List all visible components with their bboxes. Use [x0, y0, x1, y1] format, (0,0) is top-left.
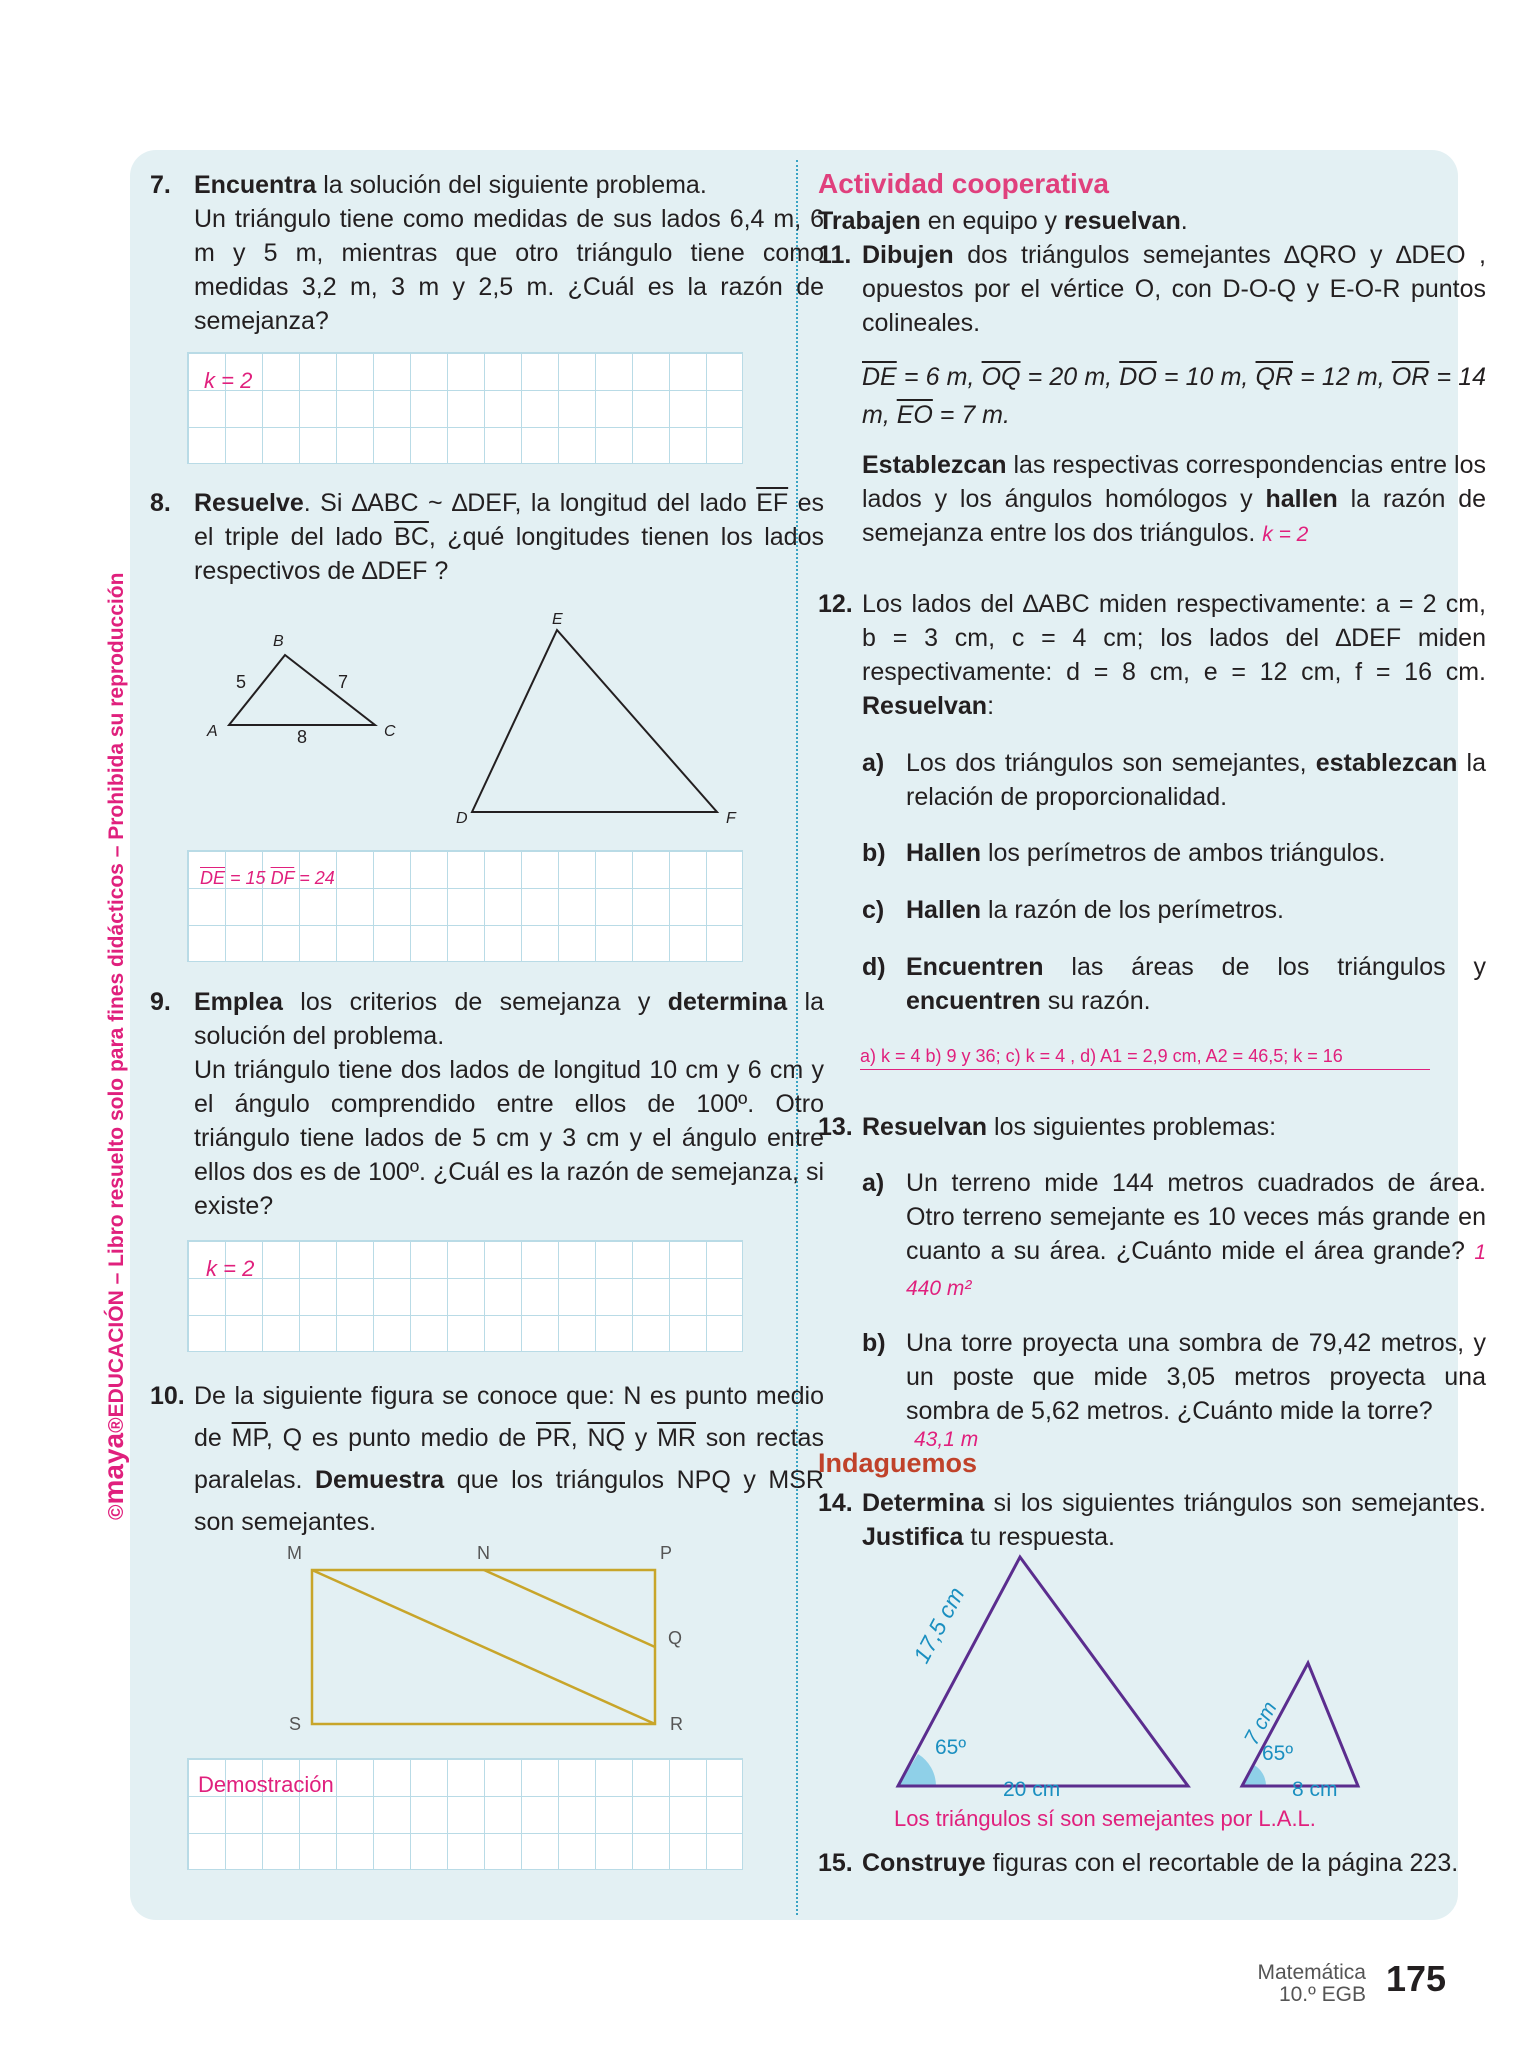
question-12: 12. Los lados del ∆ABC miden respectivamente: a = 2 cm, b = 3 cm, c = 4 cm; los lados del ∆DEF miden respectivamente: d = 8 cm, e = 12 cm, f = 16 cm. Resuelvan: — [818, 590, 1486, 720]
label-m: M — [287, 1543, 302, 1563]
investigate-heading: Indaguemos — [818, 1448, 978, 1478]
label-base-8: 8 cm — [1292, 1778, 1338, 1801]
figure-triangles-abc-def — [200, 605, 760, 835]
label-p: P — [660, 1543, 673, 1563]
question-10: 10. De la siguiente figura se conoce que: N es punto medio de $\overline{MP}$, Q es punto medio de $\overline{PR}$, $\overline{NQ}$ y $\overline{MR}$ son rectas paralelas. Demuestra que los triángulos NPQ y MSR son semejantes. — [150, 1382, 824, 1536]
label-f: F — [726, 810, 736, 827]
label-ac: 8 — [297, 727, 308, 747]
brand-logo: maya — [98, 1432, 129, 1505]
question-7: 7. Encuentra la solución del siguiente problema. Un triángulo tiene como medidas de sus lados 6,4 m, 6 m y 5 m, mientras que otro triángulo tiene como medidas 3,2 m, 3 m y 2,5 m. ¿Cuál es la razón de semejanza? — [150, 171, 824, 335]
question-11: 11. Dibujen dos triángulos semejantes ∆QRO y ∆DEO , opuestos por el vértice O, con D-O-Q y E-O-R puntos colineales. $\overline{DE} = 6$ m, $\overline{OQ} = 20$ m, $\overline{DO} = 10$ m, $\overline{QR} = 12$ m, $\overline{OR} = 14$ m, $\overline{EO} = 7$ m. Establezcan las respectivas correspondencias entre los lados y los ángulos homólogos y hallen la razón de semejanza entre los dos triángulos. k = 2 — [818, 241, 1487, 547]
answer-10: Demostración — [198, 1772, 334, 1797]
label-n: N — [477, 1543, 490, 1563]
figure-triangles-lal — [890, 1550, 1430, 1790]
cooperative-activity-heading: Actividad cooperativa — [818, 168, 1109, 199]
label-d: D — [456, 810, 468, 827]
question-13: 13. Resuelvan los siguientes problemas: — [818, 1113, 1277, 1141]
label-e: E — [552, 611, 563, 628]
answer-7: k = 2 — [204, 368, 253, 393]
q12-item-d: d) Encuentren las áreas de los triángulos y encuentren su razón. — [862, 953, 1486, 1015]
answer-12: a) k = 4 b) 9 y 36; c) k = 4 , d) A1 = 2,9 cm, A2 = 46,5; k = 16 — [860, 1046, 1430, 1070]
diagonal-mr — [312, 1570, 655, 1724]
cooperative-instructions: Trabajen en equipo y resuelvan. — [818, 207, 1188, 235]
answer-8: $\overline{DE} = 15$ $\overline{DF} = 24$ — [200, 868, 335, 888]
label-base-20: 20 cm — [1003, 1778, 1061, 1801]
label-ab: 5 — [236, 672, 247, 692]
answer-grid-8[interactable] — [187, 850, 743, 962]
triangle-abc — [229, 655, 375, 725]
figure-rectangle-mpsr — [300, 1560, 683, 1740]
label-a: A — [207, 723, 218, 740]
label-b: B — [273, 633, 284, 650]
label-angle-65-small: 65º — [1262, 1742, 1294, 1765]
page-number: 175 — [1386, 1958, 1447, 1999]
answer-14: Los triángulos sí son semejantes por L.A.L. — [894, 1806, 1316, 1831]
label-s: S — [289, 1714, 302, 1734]
q12-item-a: a) Los dos triángulos son semejantes, establezcan la relación de proporcionalidad. — [862, 749, 1487, 811]
angle-arc-small — [1242, 1765, 1266, 1786]
angle-arc-large — [898, 1754, 936, 1786]
footer-subject: Matemática 10.º EGB — [1257, 1961, 1366, 2006]
question-14: 14. Determina si los siguientes triángulos son semejantes. Justifica tu respuesta. — [818, 1489, 1486, 1551]
question-15: 15. Construye figuras con el recortable de la página 223. — [818, 1849, 1459, 1877]
question-9: 9. Emplea los criterios de semejanza y determina la solución del problema. Un triángulo tiene dos lados de longitud 10 cm y 6 cm y el ángulo comprendido entre ellos de 100º. Otro triángulo tiene lados de 5 cm y 3 cm y el ángulo entre ellos dos es de 100º. ¿Cuál es la razón de semejanza, si existe? — [150, 988, 824, 1220]
q13-item-b: b) Una torre proyecta una sombra de 79,42 metros, y un poste que mide 3,05 metros proyecta una sombra de 5,62 metros. ¿Cuánto mide la torre? — [862, 1329, 1486, 1425]
label-r: R — [670, 1714, 683, 1734]
question-8: 8. Resuelve. Si ∆ABC ~ ∆DEF, la longitud del lado $\overline{EF}$ es el triple del lado $\overline{BC}$, ¿qué longitudes tienen los lados respectivos de ∆DEF ? — [150, 489, 824, 585]
q13-item-a: a) Un terreno mide 144 metros cuadrados de área. Otro terreno semejante es 10 veces más grande en cuanto a su área. ¿Cuánto mide el área grande? 1 440 m² — [862, 1169, 1486, 1300]
answer-9: k = 2 — [206, 1256, 255, 1281]
side-copyright: ©maya®EDUCACIÓN – Libro resuelto solo para fines didácticos – Prohibida su reproducción — [98, 572, 129, 1520]
q12-item-c: c) Hallen la razón de los perímetros. — [862, 896, 1284, 924]
segment-nq — [484, 1570, 655, 1647]
q12-item-b: b) Hallen los perímetros de ambos triángulos. — [862, 839, 1386, 867]
label-c: C — [384, 723, 396, 740]
label-angle-65-large: 65º — [935, 1736, 967, 1759]
answer-grid-7[interactable] — [187, 352, 743, 464]
label-side-7: 7 cm — [1240, 1697, 1282, 1749]
answer-13b: 43,1 m — [914, 1428, 979, 1451]
label-bc: 7 — [338, 672, 349, 692]
label-q: Q — [668, 1628, 683, 1648]
triangle-def — [472, 630, 717, 812]
label-side-17-5: 17,5 cm — [908, 1582, 970, 1668]
answer-grid-9[interactable] — [187, 1240, 743, 1352]
